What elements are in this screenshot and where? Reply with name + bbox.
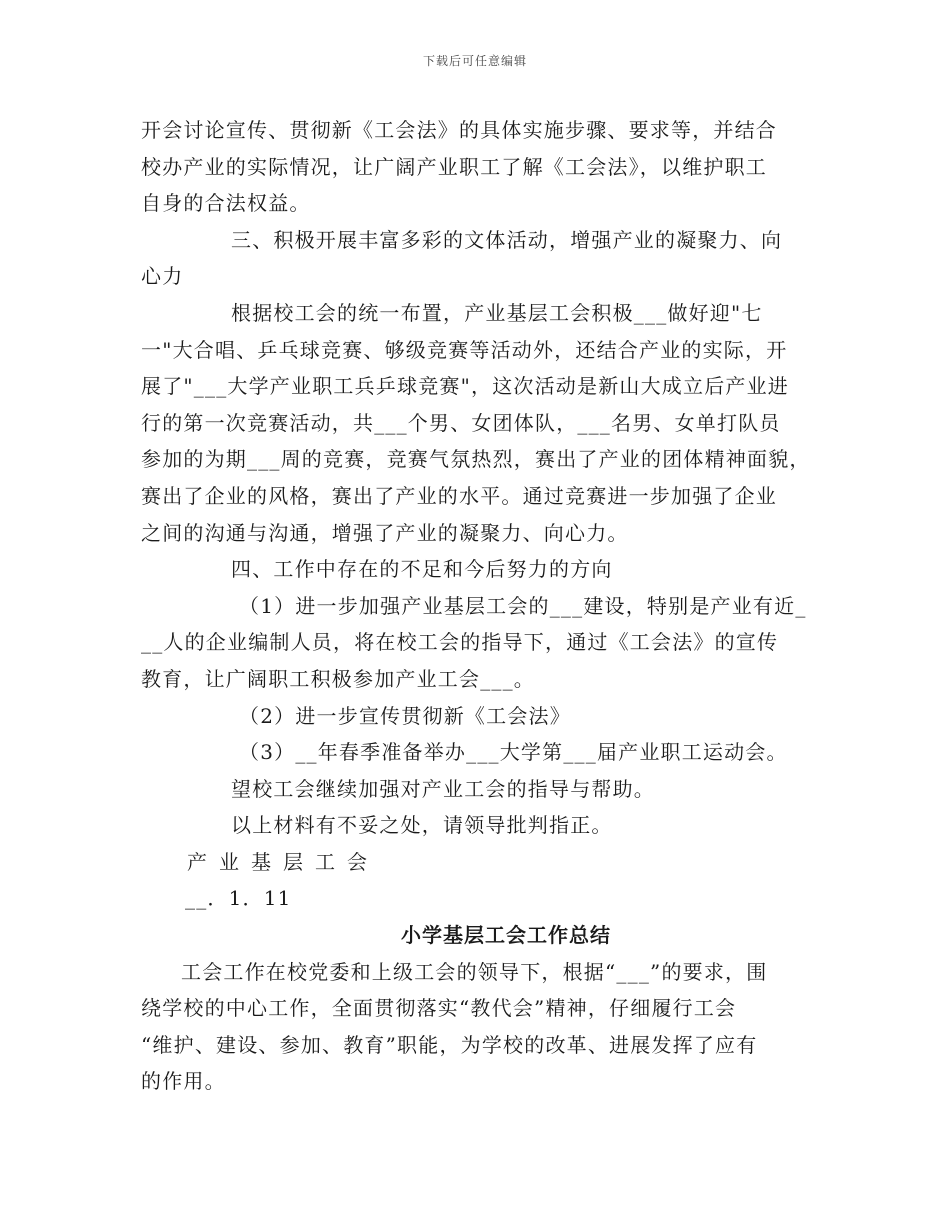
section-heading: 三、积极开展丰富多彩的文体活动，增强产业的凝聚力、向 (231, 227, 783, 252)
section-heading: 四、工作中存在的不足和今后努力的方向 (231, 557, 613, 582)
text-line: 展了"___大学产业职工兵乒球竞赛"，这次活动是新山大成立后产业进 (141, 374, 789, 399)
text-line: 一"大合唱、乒乓球竞赛、够级竞赛等活动外，还结合产业的实际，开 (141, 337, 788, 362)
text-line: 心力 (141, 264, 184, 289)
text-line: 望校工会继续加强对产业工会的指导与帮助。 (231, 776, 655, 801)
list-item: （1）进一步加强产业基层工会的___建设，特别是产业有近_ (239, 593, 807, 618)
section-title: 小学基层工会工作总结 (401, 923, 611, 948)
text-line: 之间的沟通与沟通，增强了产业的凝聚力、向心力。 (141, 520, 629, 545)
page-header: 下载后可任意编辑 (422, 54, 527, 68)
list-item: （3）__年春季准备举办___大学第___届产业职工运动会。 (239, 740, 788, 765)
text-line: 开会讨论宣传、贯彻新《工会法》的具体实施步骤、要求等，并结合 (141, 118, 777, 142)
text-line: 教育，让广阔职工积极参加产业工会___。 (141, 666, 535, 691)
document-body (141, 112, 821, 1100)
text-line: 的作用。 (141, 1069, 226, 1094)
text-line: 工会工作在校党委和上级工会的领导下，根据“___”的要求，围 (181, 959, 768, 984)
text-line: 校办产业的实际情况，让广阔产业职工了解《工会法》，以维护职工 (141, 154, 767, 179)
date-line: __．1．11 (185, 886, 292, 911)
text-line: __人的企业编制人员，将在校工会的指导下，通过《工会法》的宣传 (141, 630, 779, 655)
text-line: 绕学校的中心工作，全面贯彻落实“教代会”精神，仔细履行工会 (141, 996, 737, 1021)
text-line: “维护、建设、参加、教育”职能，为学校的改革、进展发挥了应有 (141, 1032, 758, 1057)
text-line: 参加的为期___周的竞赛，竞赛气氛热烈，赛出了产业的团体精神面貌， (141, 447, 811, 472)
signature: 产业基层工会 (187, 849, 379, 874)
text-line: 赛出了企业的风格，赛出了产业的水平。通过竞赛进一步加强了企业 (141, 483, 777, 508)
text-line: 根据校工会的统一布置，产业基层工会积极___做好迎"七 (231, 300, 763, 325)
text-line: 以上材料有不妥之处，请领导批判指正。 (231, 813, 613, 838)
text-line: 自身的合法权益。 (141, 191, 311, 216)
text-line: 行的第一次竞赛活动，共___个男、女团体队，___名男、女单打队员 (141, 410, 781, 435)
list-item: （2）进一步宣传贯彻新《工会法》 (239, 703, 571, 728)
